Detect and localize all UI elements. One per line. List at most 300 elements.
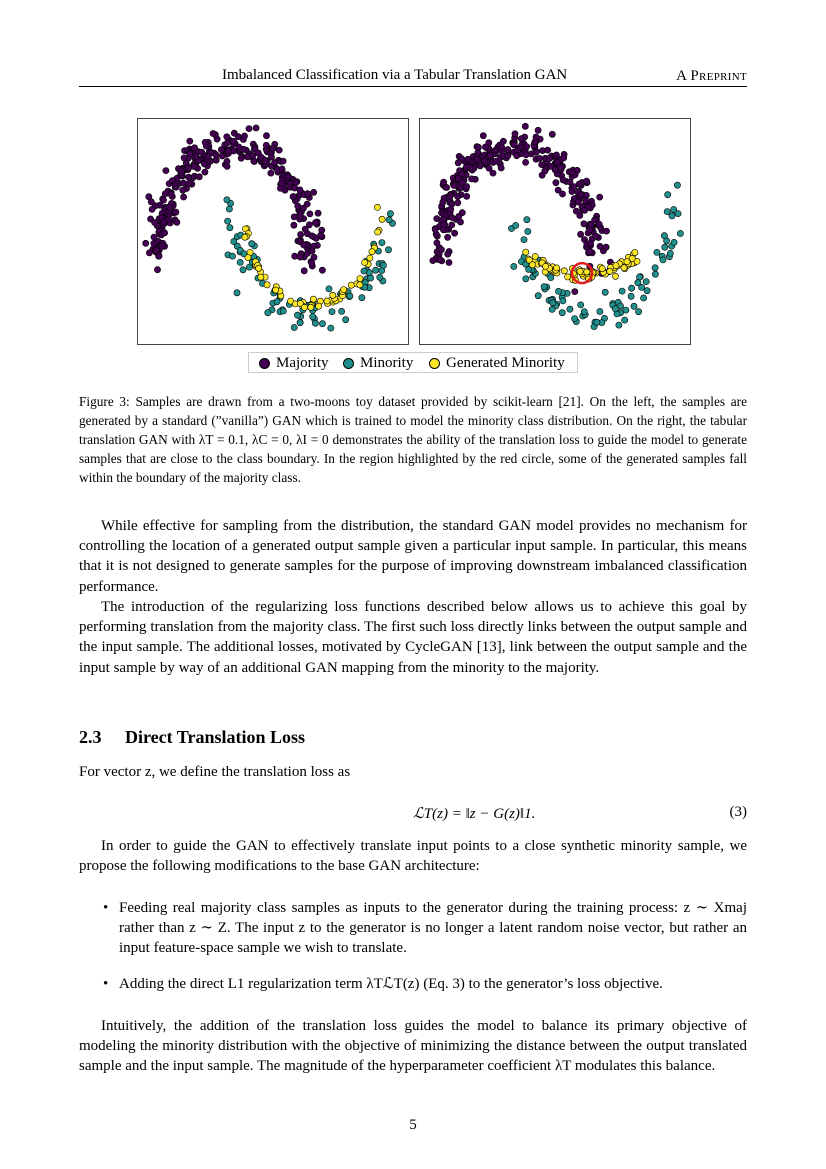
majority-point — [246, 126, 252, 132]
majority-point — [459, 210, 465, 216]
minority-point — [377, 274, 383, 280]
minority-point — [635, 280, 641, 286]
minority-point — [249, 241, 255, 247]
majority-point — [455, 194, 461, 200]
minority-point — [661, 233, 667, 239]
generated-marker-icon — [429, 358, 440, 369]
majority-point — [523, 152, 529, 158]
majority-marker-icon — [259, 358, 270, 369]
minority-point — [631, 303, 637, 309]
majority-point — [173, 209, 179, 215]
majority-point — [159, 243, 165, 249]
majority-point — [587, 249, 593, 255]
minority-point — [665, 192, 671, 198]
majority-point — [186, 151, 192, 157]
majority-point — [278, 180, 284, 186]
minority-point — [319, 321, 325, 327]
majority-point — [578, 231, 584, 237]
minority-point — [652, 265, 658, 271]
minority-marker-icon — [343, 358, 354, 369]
majority-point — [285, 174, 291, 180]
majority-point — [588, 221, 594, 227]
generated-point — [256, 265, 262, 271]
minority-point — [310, 314, 316, 320]
majority-point — [445, 251, 451, 257]
majority-point — [156, 253, 162, 259]
bullet-text-1: Feeding real majority class samples as inputs to the generator during the training process: z ∼ Xmaj rather than z ∼ Z. The input z to the generator is no longer a latent random noise vector, but rather an input feature-space sample we wish to translate. — [119, 900, 747, 957]
generated-point — [242, 234, 248, 240]
minority-point — [619, 288, 625, 294]
minority-point — [339, 308, 345, 314]
majority-point — [452, 230, 458, 236]
generated-point — [607, 268, 613, 274]
generated-point — [273, 287, 279, 293]
majority-point — [545, 147, 551, 153]
majority-point — [152, 219, 158, 225]
generated-point — [316, 303, 322, 309]
legend-item-minority — [343, 353, 413, 374]
minority-point — [548, 275, 554, 281]
majority-point — [262, 158, 268, 164]
majority-point — [305, 191, 311, 197]
majority-point — [309, 233, 315, 239]
majority-point — [581, 221, 587, 227]
majority-point — [477, 163, 483, 169]
minority-point — [329, 309, 335, 315]
generated-point — [367, 255, 373, 261]
majority-point — [603, 244, 609, 250]
legend-label-generated: Generated Minority — [446, 355, 565, 371]
majority-point — [169, 178, 175, 184]
legend-label-minority: Minority — [360, 355, 414, 371]
majority-point — [584, 178, 590, 184]
majority-point — [603, 228, 609, 234]
minority-point — [328, 325, 334, 331]
bullet-dot-icon: • — [103, 976, 109, 992]
paragraph-2: The introduction of the regularizing loss functions described below allows us to achieve this goal by performing translation from the majority class. The first such loss directly links between the output sample and the input sample. The additional losses, motivated by CycleGAN [13], link between the output sample and the input sample by way of an additional GAN mapping from the minority to the majority. — [79, 599, 747, 676]
minority-point — [326, 286, 332, 292]
majority-point — [253, 125, 259, 131]
minority-point — [525, 228, 531, 234]
minority-point — [385, 247, 391, 253]
majority-point — [555, 187, 561, 193]
majority-point — [236, 144, 242, 150]
majority-point — [297, 254, 303, 260]
section-number: 2.3 — [79, 727, 102, 747]
legend-item-generated — [429, 353, 565, 374]
generated-point — [543, 263, 549, 269]
majority-point — [148, 199, 154, 205]
minority-point — [387, 211, 393, 217]
majority-point — [205, 153, 211, 159]
paragraph-3: For vector z, we define the translation loss as — [79, 764, 351, 780]
minority-point — [578, 302, 584, 308]
majority-point — [146, 250, 152, 256]
majority-point — [533, 134, 539, 140]
preprint-tag: A Preprint — [676, 68, 747, 84]
majority-point — [291, 214, 297, 220]
minority-point — [572, 316, 578, 322]
majority-point — [553, 152, 559, 158]
majority-point — [270, 146, 276, 152]
paragraph-1: While effective for sampling from the distribution, the standard GAN model provides no mechanism for controlling the location of a generated output sample given a particular input sample. In particular, this means that it is not designed to generate samples for the purpose of improving downstream imbalanced classification performance. — [79, 518, 747, 595]
majority-point — [542, 168, 548, 174]
section-heading — [79, 727, 305, 748]
minority-point — [669, 213, 675, 219]
majority-point — [482, 158, 488, 164]
generated-point — [375, 229, 381, 235]
majority-point — [535, 127, 541, 133]
majority-point — [307, 211, 313, 217]
minority-point — [521, 237, 527, 243]
minority-point — [224, 197, 230, 203]
generated-point — [554, 265, 560, 271]
majority-point — [181, 155, 187, 161]
bullet-dot-icon: • — [103, 900, 109, 916]
majority-point — [573, 208, 579, 214]
minority-point — [280, 308, 286, 314]
minority-point — [237, 259, 243, 265]
majority-point — [241, 133, 247, 139]
majority-point — [187, 138, 193, 144]
majority-point — [301, 242, 307, 248]
minority-point — [227, 225, 233, 231]
minority-point — [602, 289, 608, 295]
majority-point — [567, 179, 573, 185]
generated-point — [523, 249, 529, 255]
majority-point — [309, 260, 315, 266]
majority-point — [455, 200, 461, 206]
minority-point — [541, 284, 547, 290]
generated-point — [362, 259, 368, 265]
minority-point — [343, 317, 349, 323]
majority-point — [432, 226, 438, 232]
majority-point — [486, 140, 492, 146]
majority-point — [199, 149, 205, 155]
minority-point — [373, 267, 379, 273]
minority-point — [559, 310, 565, 316]
majority-point — [224, 163, 230, 169]
minority-point — [677, 230, 683, 236]
minority-point — [535, 293, 541, 299]
scatter-right-panel — [419, 118, 691, 345]
paragraph-5: Intuitively, the addition of the translation loss guides the model to balance its primary objective of modeling the minority distribution with the objective of minimizing the distance between the output translated sample and the input sample. The magnitude of the hyperparameter coefficient λT modulates this balance. — [79, 1018, 747, 1075]
minority-point — [297, 320, 303, 326]
majority-point — [311, 254, 317, 260]
majority-point — [263, 142, 269, 148]
minority-point — [549, 306, 555, 312]
majority-point — [448, 206, 454, 212]
majority-point — [451, 182, 457, 188]
minority-point — [234, 290, 240, 296]
minority-point — [560, 298, 566, 304]
majority-point — [161, 219, 167, 225]
majority-point — [279, 166, 285, 172]
minority-point — [597, 308, 603, 314]
majority-point — [298, 231, 304, 237]
minority-point — [622, 317, 628, 323]
majority-point — [280, 158, 286, 164]
majority-point — [514, 153, 520, 159]
figure-legend — [248, 352, 578, 373]
majority-point — [181, 194, 187, 200]
generated-point — [532, 253, 538, 259]
majority-point — [178, 168, 184, 174]
majority-point — [224, 134, 230, 140]
generated-point — [529, 262, 535, 268]
majority-point — [522, 123, 528, 129]
equation-body: ℒT(z) = ‖z − G(z)‖1. — [413, 806, 536, 822]
majority-point — [446, 259, 452, 265]
minority-point — [240, 267, 246, 273]
majority-point — [438, 247, 444, 253]
majority-point — [449, 222, 455, 228]
majority-point — [523, 159, 529, 165]
bullet-text-2: Adding the direct L1 regularization term λTℒT(z) (Eq. 3) to the generator’s loss objective. — [119, 976, 663, 992]
majority-point — [185, 165, 191, 171]
generated-point — [245, 255, 251, 261]
minority-point — [623, 307, 629, 313]
minority-point — [628, 293, 634, 299]
majority-point — [455, 176, 461, 182]
minority-point — [229, 253, 235, 259]
majority-point — [180, 187, 186, 193]
majority-point — [493, 158, 499, 164]
majority-point — [465, 156, 471, 162]
majority-point — [192, 145, 198, 151]
minority-point — [671, 239, 677, 245]
majority-point — [300, 205, 306, 211]
majority-point — [292, 253, 298, 259]
majority-point — [546, 155, 552, 161]
majority-point — [219, 153, 225, 159]
majority-point — [445, 234, 451, 240]
minority-point — [386, 217, 392, 223]
majority-point — [557, 164, 563, 170]
figure-caption: Figure 3: Samples are drawn from a two-moons toy dataset provided by scikit-learn [21]. On the left, the samples are generated by a standard (”vanilla”) GAN which is trained to model the minority class distribution. On the right, the tabular translation GAN with λT = 0.1, λC = 0, λI = 0 demonstrates the ability of the translation loss to guide the model to generate samples that are close to the class boundary. In the region highlighted by the red circle, some of the generated samples fall within the boundary of the majority class. — [79, 394, 747, 485]
paragraph-4: In order to guide the GAN to effectively translate input points to a close synthetic minority sample, we propose the following modifications to the base GAN architecture: — [79, 838, 747, 875]
section-title: Direct Translation Loss — [125, 727, 306, 747]
majority-point — [464, 183, 470, 189]
majority-point — [430, 258, 436, 264]
majority-point — [168, 191, 174, 197]
generated-point — [357, 282, 363, 288]
minority-point — [629, 285, 635, 291]
majority-point — [560, 177, 566, 183]
minority-point — [550, 300, 556, 306]
minority-point — [291, 324, 297, 330]
majority-point — [231, 130, 237, 136]
minority-point — [225, 218, 231, 224]
generated-point — [369, 249, 375, 255]
majority-point — [596, 221, 602, 227]
majority-point — [315, 210, 321, 216]
majority-point — [498, 165, 504, 171]
generated-point — [599, 266, 605, 272]
page-number: 5 — [409, 1117, 417, 1133]
minority-point — [671, 206, 677, 212]
majority-point — [464, 193, 470, 199]
majority-point — [291, 222, 297, 228]
majority-point — [582, 207, 588, 213]
generated-point — [341, 287, 347, 293]
majority-point — [163, 168, 169, 174]
minority-point — [581, 309, 587, 315]
minority-point — [594, 319, 600, 325]
minority-point — [524, 217, 530, 223]
legend-item-majority — [259, 353, 329, 374]
majority-point — [561, 155, 567, 161]
majority-point — [480, 133, 486, 139]
majority-point — [297, 213, 303, 219]
majority-point — [475, 144, 481, 150]
minority-point — [641, 295, 647, 301]
majority-point — [487, 152, 493, 158]
majority-point — [499, 144, 505, 150]
majority-point — [319, 267, 325, 273]
generated-point — [308, 304, 314, 310]
minority-point — [513, 222, 519, 228]
minority-point — [294, 312, 300, 318]
majority-point — [301, 268, 307, 274]
minority-point — [347, 293, 353, 299]
majority-point — [549, 131, 555, 137]
majority-point — [295, 203, 301, 209]
majority-point — [578, 192, 584, 198]
majority-point — [149, 206, 155, 212]
minority-point — [660, 257, 666, 263]
generated-point — [258, 274, 264, 280]
majority-point — [202, 139, 208, 145]
majority-point — [587, 240, 593, 246]
majority-point — [512, 131, 518, 137]
minority-point — [359, 295, 365, 301]
majority-point — [597, 194, 603, 200]
majority-point — [213, 152, 219, 158]
minority-point — [274, 299, 280, 305]
minority-point — [226, 206, 232, 212]
majority-point — [457, 219, 463, 225]
minority-point — [380, 262, 386, 268]
majority-point — [162, 191, 168, 197]
majority-point — [440, 199, 446, 205]
generated-point — [301, 304, 307, 310]
majority-point — [518, 136, 524, 142]
majority-point — [311, 189, 317, 195]
generated-point — [612, 273, 618, 279]
majority-point — [463, 164, 469, 170]
minority-point — [555, 288, 561, 294]
majority-point — [569, 169, 575, 175]
legend-label-majority: Majority — [276, 355, 329, 371]
generated-point — [330, 292, 336, 298]
majority-point — [154, 267, 160, 273]
minority-point — [246, 264, 252, 270]
majority-point — [444, 184, 450, 190]
generated-point — [629, 255, 635, 261]
majority-point — [441, 222, 447, 228]
running-header — [79, 66, 747, 87]
majority-point — [153, 247, 159, 253]
majority-point — [536, 155, 542, 161]
scatter-right — [420, 119, 690, 344]
majority-point — [575, 199, 581, 205]
majority-point — [455, 160, 461, 166]
generated-point — [632, 249, 638, 255]
majority-point — [505, 146, 511, 152]
majority-point — [511, 142, 517, 148]
majority-point — [224, 140, 230, 146]
generated-point — [613, 263, 619, 269]
minority-point — [644, 288, 650, 294]
majority-point — [437, 256, 443, 262]
majority-point — [593, 233, 599, 239]
minority-point — [636, 309, 642, 315]
minority-point — [667, 250, 673, 256]
majority-point — [162, 230, 168, 236]
majority-point — [312, 219, 318, 225]
majority-point — [309, 248, 315, 254]
minority-point — [312, 320, 318, 326]
equation-3 — [79, 804, 747, 826]
majority-point — [230, 138, 236, 144]
majority-point — [263, 133, 269, 139]
majority-point — [202, 169, 208, 175]
majority-point — [268, 154, 274, 160]
majority-point — [180, 180, 186, 186]
generated-point — [561, 268, 567, 274]
majority-point — [306, 222, 312, 228]
scatter-left — [138, 119, 408, 344]
minority-point — [379, 240, 385, 246]
minority-point — [511, 263, 517, 269]
majority-point — [434, 216, 440, 222]
generated-point — [374, 204, 380, 210]
equation-number: (3) — [729, 804, 747, 820]
generated-point — [584, 269, 590, 275]
generated-point — [264, 282, 270, 288]
majority-point — [272, 160, 278, 166]
majority-point — [196, 174, 202, 180]
minority-point — [654, 249, 660, 255]
minority-point — [616, 322, 622, 328]
majority-point — [268, 170, 274, 176]
minority-point — [265, 310, 271, 316]
majority-point — [474, 157, 480, 163]
generated-point — [348, 282, 354, 288]
majority-point — [193, 153, 199, 159]
paper-title: Imbalanced Classification via a Tabular Translation GAN — [222, 67, 568, 83]
minority-point — [612, 306, 618, 312]
minority-point — [662, 244, 668, 250]
majority-point — [572, 289, 578, 295]
majority-point — [191, 163, 197, 169]
majority-point — [250, 153, 256, 159]
majority-point — [292, 185, 298, 191]
majority-point — [553, 180, 559, 186]
majority-point — [218, 147, 224, 153]
majority-point — [167, 204, 173, 210]
majority-point — [533, 149, 539, 155]
generated-point — [324, 298, 330, 304]
majority-point — [505, 153, 511, 159]
majority-point — [486, 165, 492, 171]
majority-point — [318, 232, 324, 238]
majority-point — [186, 180, 192, 186]
minority-point — [643, 279, 649, 285]
majority-point — [517, 144, 523, 150]
scatter-left-panel — [137, 118, 409, 345]
